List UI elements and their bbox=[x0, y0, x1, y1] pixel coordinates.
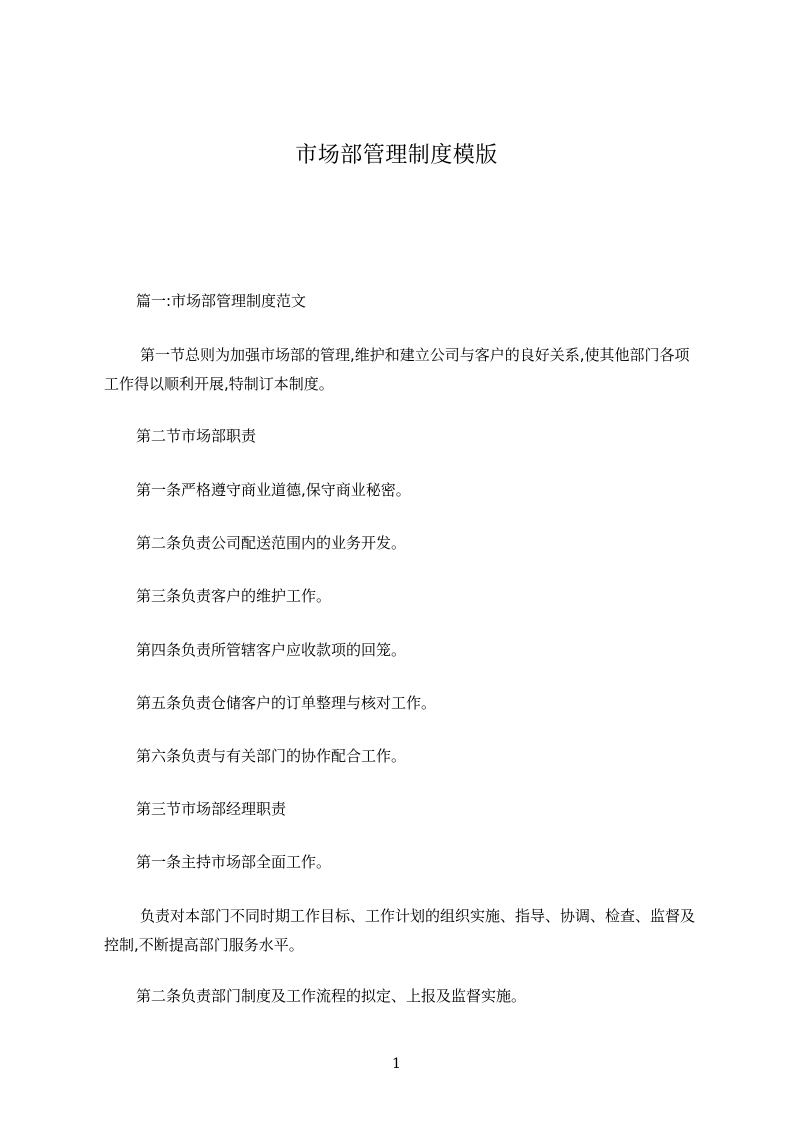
body-paragraph: 第一条严格遵守商业道德,保守商业秘密。 bbox=[136, 481, 411, 499]
section-heading: 第二节市场部职责 bbox=[136, 427, 257, 445]
body-paragraph: 第一条主持市场部全面工作。 bbox=[136, 853, 332, 871]
section-heading: 第三节市场部经理职责 bbox=[136, 800, 287, 818]
body-paragraph: 第五条负责仓储客户的订单整理与核对工作。 bbox=[136, 694, 437, 712]
body-paragraph: 第二条负责部门制度及工作流程的拟定、上报及监督实施。 bbox=[136, 987, 527, 1005]
body-paragraph: 第三条负责客户的维护工作。 bbox=[136, 587, 332, 605]
body-paragraph: 第六条负责与有关部门的协作配合工作。 bbox=[136, 747, 407, 765]
body-paragraph: 负责对本部门不同时期工作目标、工作计划的组织实施、指导、协调、检查、监督及控制,不断提高部门服务水平。 bbox=[104, 907, 696, 954]
body-paragraph: 第一节总则为加强市场部的管理,维护和建立公司与客户的良好关系,使其他部门各项工作得以顺利开展,特制订本制度。 bbox=[104, 346, 690, 393]
body-paragraph: 第二条负责公司配送范围内的业务开发。 bbox=[136, 534, 407, 552]
page-number: 1 bbox=[392, 1056, 401, 1072]
section-heading: 篇一:市场部管理制度范文 bbox=[136, 292, 307, 310]
body-paragraph: 第四条负责所管辖客户应收款项的回笼。 bbox=[136, 641, 407, 659]
document-title: 市场部管理制度模版 bbox=[295, 143, 498, 168]
